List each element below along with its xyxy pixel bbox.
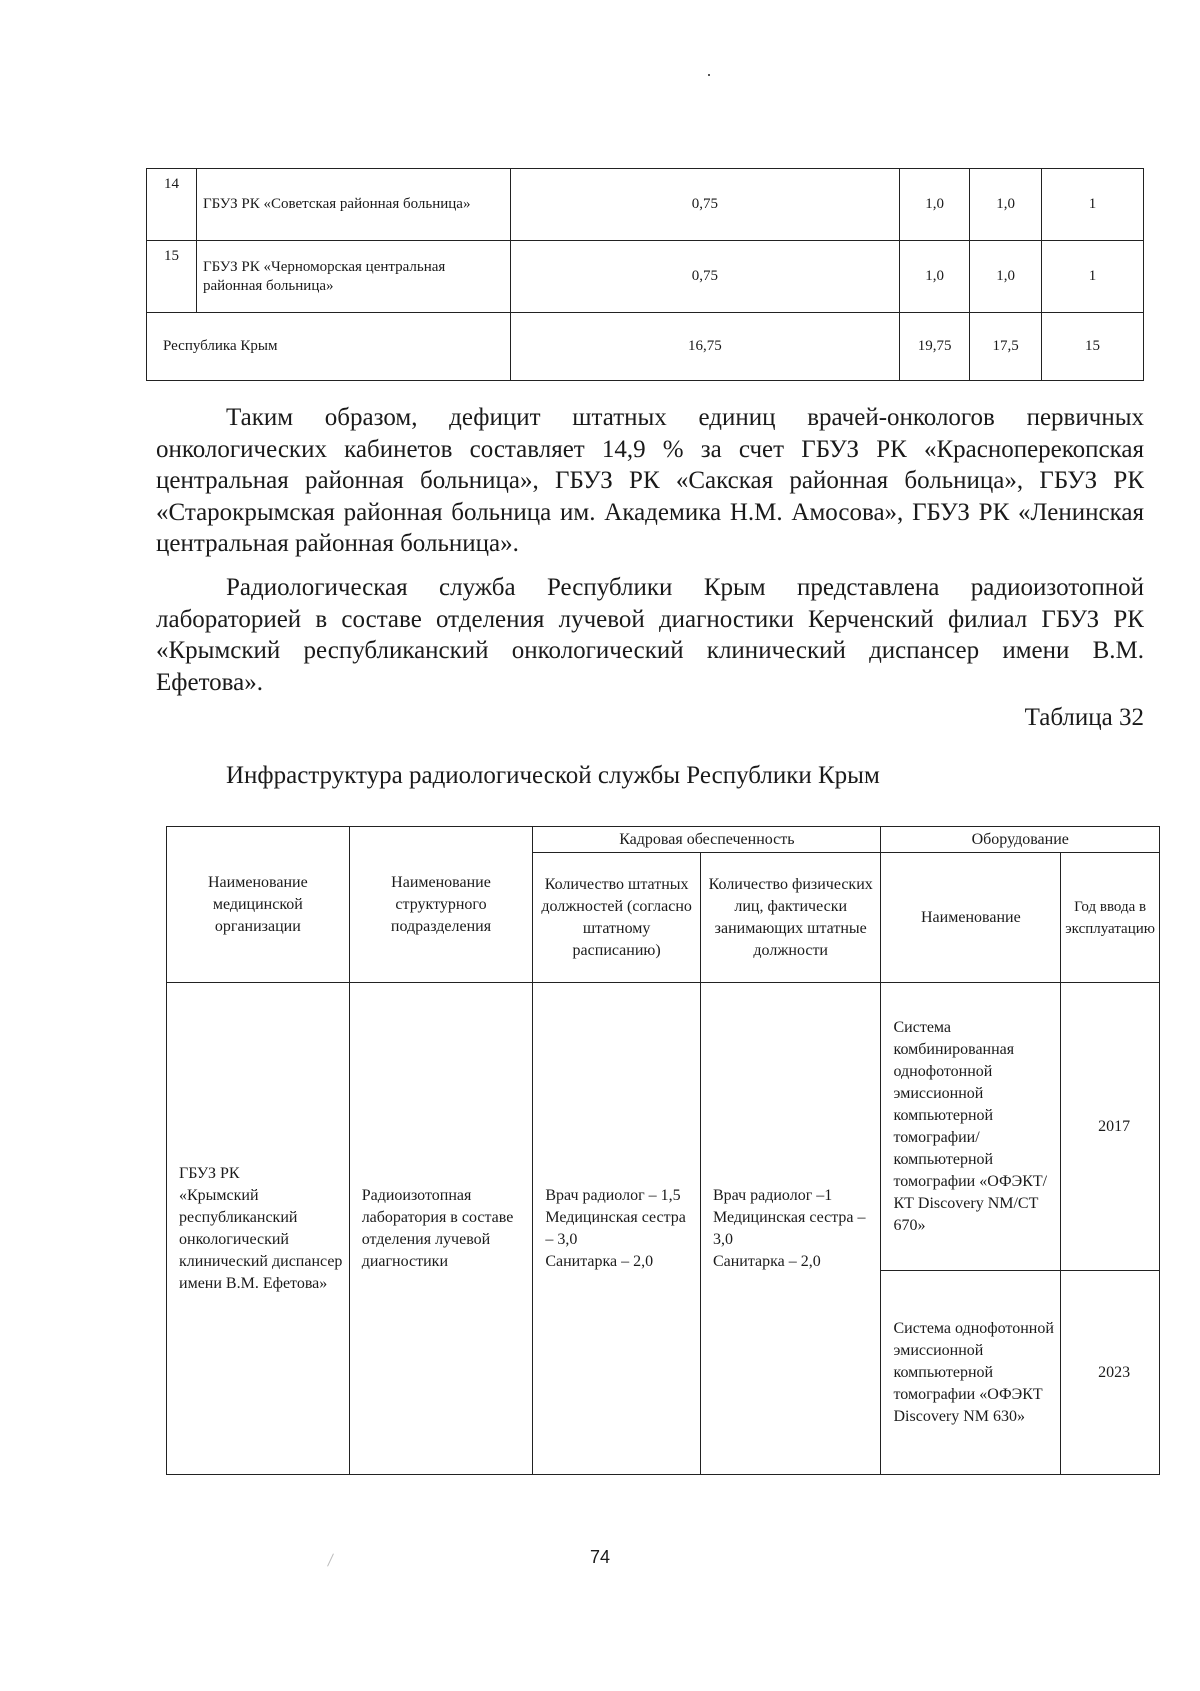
total-row [147, 313, 1144, 381]
row-number: 15 [147, 241, 197, 313]
header-org: Наименование медицинской организации [167, 827, 350, 983]
org-name: ГБУЗ РК «Советская районная больница» [196, 169, 510, 241]
page-number: 74 [589, 1547, 611, 1567]
value-cell: 1,0 [970, 241, 1042, 313]
table-row [147, 169, 1144, 241]
paragraph-deficit: Таким образом, дефицит штатных единиц врачей-онкологов первичных онкологических кабинетов составляет 14,9 % за счет ГБУЗ РК «Красноперекопская центральная районная больница», ГБУЗ РК «Сакская районная больница», ГБУЗ РК «Старокрымская районная больница им. Академика Н.М. Амосова», ГБУЗ РК «Ленинская центральная районная больница». [156, 404, 1144, 558]
radiology-infrastructure-table [166, 826, 1160, 1475]
header-staff-actual: Количество физических лиц, фактически занимающих штатные должности [700, 853, 881, 983]
total-label: Республика Крым [147, 313, 511, 381]
total-value: 19,75 [900, 313, 970, 381]
value-cell: 1,0 [970, 169, 1042, 241]
top-table [146, 168, 1144, 381]
header-row [167, 827, 1160, 853]
row-number: 14 [147, 169, 197, 241]
staff-count-cell: Врач радиолог – 1,5 Медицинская сестра – 3,0 Санитарка – 2,0 [533, 983, 701, 1475]
equipment-year-cell: 2017 [1061, 983, 1160, 1271]
value-cell: 1 [1042, 169, 1144, 241]
unit-cell: Радиоизотопная лаборатория в составе отделения лучевой диагностики [349, 983, 533, 1475]
header-staff-count: Количество штатных должностей (согласно штатному расписанию) [533, 853, 701, 983]
equipment-name-cell: Система комбинированная однофотонной эмиссионной компьютерной томографии/ компьютерной томографии «ОФЭКТ/КТ Discovery NM/CT 670» [881, 983, 1061, 1271]
total-value: 16,75 [510, 313, 900, 381]
org-name: ГБУЗ РК «Черноморская центральная районная больница» [196, 241, 510, 313]
header-staffing: Кадровая обеспеченность [533, 827, 881, 853]
total-value: 15 [1042, 313, 1144, 381]
header-equipment: Оборудование [881, 827, 1160, 853]
value-cell: 1 [1042, 241, 1144, 313]
header-unit: Наименование структурного подразделения [349, 827, 533, 983]
equipment-year-cell: 2023 [1061, 1271, 1160, 1475]
paragraph-radiology: Радиологическая служба Республики Крым представлена радиоизотопной лабораторией в составе отделения лучевой диагностики Керченский филиал ГБУЗ РК «Крымский республиканский онкологический клинический диспансер имени В.М. Ефетова». [156, 574, 1144, 696]
table-caption: Таблица 32 [1024, 704, 1144, 731]
equipment-name-cell: Система однофотонной эмиссионной компьютерной томографии «ОФЭКТ Discovery NM 630» [881, 1271, 1061, 1475]
header-eq-name: Наименование [881, 853, 1061, 983]
table-row [167, 983, 1160, 1271]
org-cell: ГБУЗ РК «Крымский республиканский онкологический клинический диспансер имени В.М. Ефетова» [167, 983, 350, 1475]
value-cell: 0,75 [510, 169, 900, 241]
scan-speck [708, 74, 710, 76]
table-title: Инфраструктура радиологической службы Республики Крым [226, 762, 880, 789]
table-row [147, 241, 1144, 313]
staff-actual-cell: Врач радиолог –1 Медицинская сестра – 3,0 Санитарка – 2,0 [700, 983, 881, 1475]
value-cell: 1,0 [900, 169, 970, 241]
value-cell: 0,75 [510, 241, 900, 313]
value-cell: 1,0 [900, 241, 970, 313]
header-eq-year: Год ввода в эксплуатацию [1061, 853, 1160, 983]
total-value: 17,5 [970, 313, 1042, 381]
